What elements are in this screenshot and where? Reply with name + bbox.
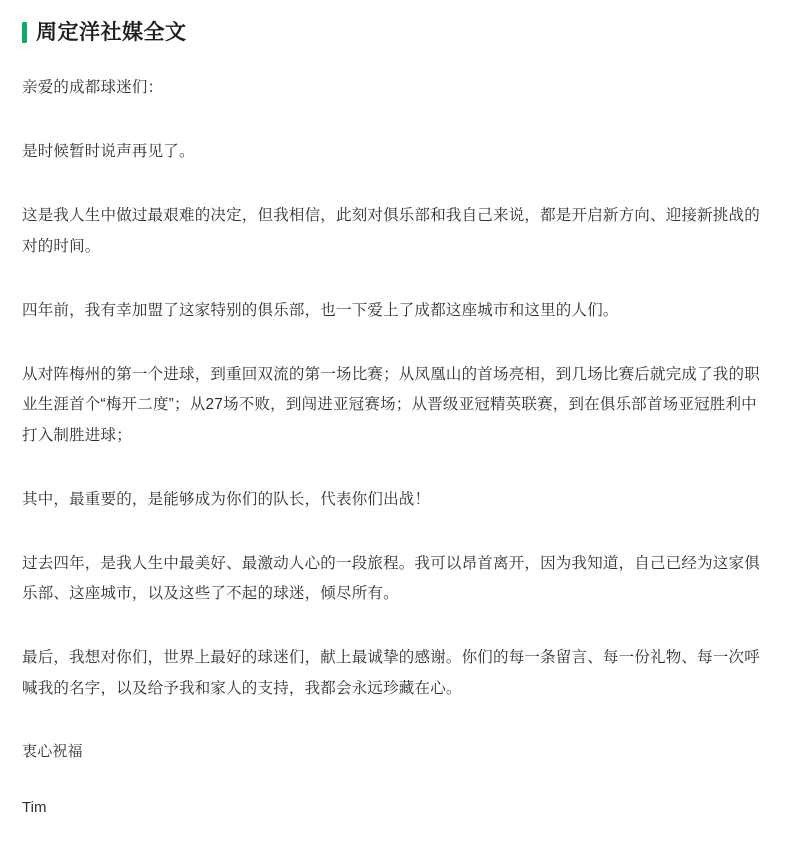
letter-paragraph: 这是我人生中做过最艰难的决定，但我相信，此刻对俱乐部和我自己来说，都是开启新方向、迎接新挑战的对的时间。 xyxy=(22,207,760,255)
page-title-text: 周定洋社媒全文 xyxy=(36,21,187,44)
letter-paragraph: 过去四年，是我人生中最美好、最激动人心的一段旅程。我可以昂首离开，因为我知道，自己已经为这家俱乐部、这座城市，以及这些了不起的球迷，倾尽所有。 xyxy=(22,554,760,603)
letter-closing: 衷心祝福 xyxy=(22,742,83,760)
letter-paragraph: 最后，我想对你们，世界上最好的球迷们，献上最诚挚的感谢。你们的每一条留言、每一份礼物、每一次呼喊我的名字，以及给予我和家人的支持，我都会永远珍藏在心。 xyxy=(22,649,760,697)
letter-paragraph: 是时候暂时说声再见了。 xyxy=(22,143,195,161)
accent-bar-icon xyxy=(22,22,27,43)
letter-paragraph: 其中，最重要的，是能够成为你们的队长，代表你们出战！ xyxy=(22,490,431,508)
letter-paragraph: 四年前，我有幸加盟了这家特别的俱乐部，也一下爱上了成都这座城市和这里的人们。 xyxy=(22,301,619,319)
page-title xyxy=(22,22,767,43)
letter-paragraph: 从对阵梅州的第一个进球，到重回双流的第一场比赛；从凤凰山的首场亮相，到几场比赛后就完成了我的职业生涯首个“梅开二度”；从27场不败，到闯进亚冠赛场；从晋级亚冠精英联赛，到在俱乐部首场亚冠胜利中打入制胜进球； xyxy=(22,366,760,444)
letter-paragraph: 亲爱的成都球迷们： xyxy=(22,79,164,96)
letter-signature: Tim xyxy=(22,799,47,817)
